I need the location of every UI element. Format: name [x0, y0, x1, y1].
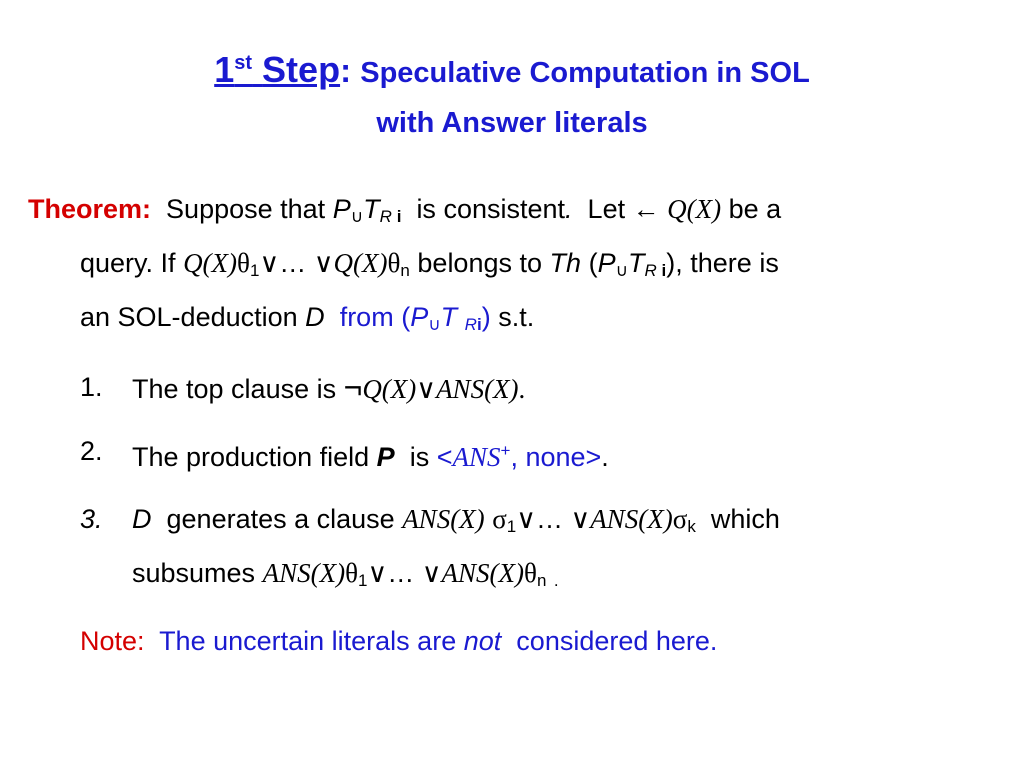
theorem-paragraph: Theorem: Suppose that P∪TR i is consistent. Let ← Q(X) be a	[28, 194, 782, 226]
list-item: 3. D generates a clause ANS(X) σ1∨… ∨ANS(X)σk which subsumes ANS(X)θ1∨… ∨ANS(X)θn .	[80, 504, 780, 590]
title-line-1: 1st Step: Speculative Computation in SOL	[214, 49, 810, 90]
slide-title	[0, 38, 1024, 148]
note-paragraph: Note: The uncertain literals are not considered here.	[80, 626, 718, 656]
theorem-paragraph-3: an SOL-deduction D from (P∪T Ri) s.t.	[80, 302, 535, 334]
theorem-label: Theorem:	[28, 194, 152, 224]
list-item: 2. The production field P is <ANS+, none>.	[80, 436, 609, 472]
list-item: 1. The top clause is ¬Q(X)∨ANS(X).	[80, 369, 526, 405]
title-line-2: with Answer literals	[376, 107, 648, 139]
theorem-paragraph-2: query. If Q(X)θ1∨… ∨Q(X)θn belongs to Th (P∪TR i), there is	[80, 248, 779, 280]
note-label: Note:	[80, 626, 145, 656]
title-text-1: Speculative Computation in SOL	[360, 57, 810, 89]
step-heading: 1st Step	[214, 49, 341, 90]
slide-body	[28, 186, 1013, 664]
